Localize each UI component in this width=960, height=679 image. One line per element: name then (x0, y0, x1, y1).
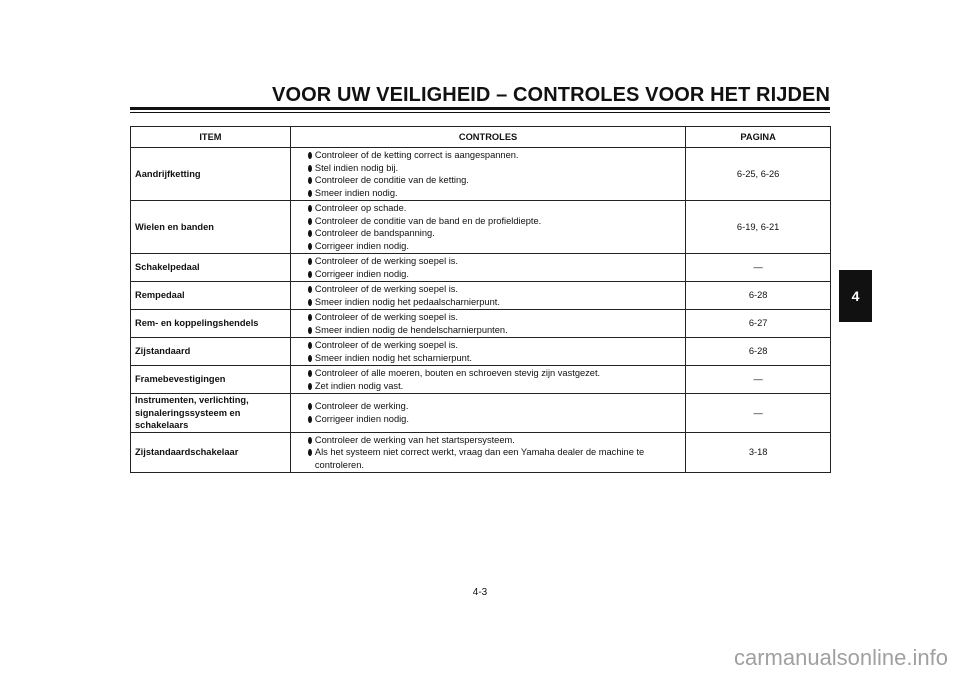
check-item (301, 296, 681, 309)
check-text: Als het systeem niet correct werkt, vraag dan een Yamaha dealer de machine te controleren. (314, 447, 645, 470)
page-cell: 6-19, 6-21 (686, 201, 831, 254)
table-header-row (131, 127, 831, 148)
check-item (301, 215, 681, 228)
check-item (301, 227, 681, 240)
bullet-icon (308, 152, 312, 159)
check-item (301, 187, 681, 200)
checks-list (301, 434, 681, 472)
bullet-icon (308, 243, 312, 250)
checks-list (301, 255, 681, 280)
table-row (131, 201, 831, 254)
bullet-icon (308, 314, 312, 321)
item-cell: Aandrijfketting (131, 148, 291, 201)
check-item (301, 434, 681, 447)
item-cell: Schakelpedaal (131, 254, 291, 282)
checks-list (301, 283, 681, 308)
check-text: Controleer de werking van het startspersysteem. (314, 434, 515, 445)
check-text: Controleer of de werking soepel is. (314, 256, 459, 266)
check-text: Controleer of de ketting correct is aangespannen. (314, 150, 519, 160)
check-text: Zet indien nodig vast. (314, 380, 404, 391)
page-cell: 6-27 (686, 310, 831, 338)
checks-cell (290, 310, 685, 338)
checks-cell (290, 282, 685, 310)
bullet-icon (308, 403, 312, 410)
check-text: Controleer de bandspanning. (314, 228, 435, 238)
check-item (301, 446, 681, 471)
checks-cell (290, 254, 685, 282)
checks-cell (290, 338, 685, 366)
check-text: Controleer of de werking soepel is. (314, 284, 459, 294)
table-row (131, 148, 831, 201)
check-item (301, 413, 681, 426)
bullet-icon (308, 355, 312, 362)
check-item (301, 283, 681, 296)
check-text: Controleer de conditie van de ketting. (314, 175, 469, 185)
check-item (301, 202, 681, 215)
check-item (301, 255, 681, 268)
page-title: VOOR UW VEILIGHEID – CONTROLES VOOR HET RIJDEN (272, 84, 830, 106)
bullet-icon (308, 205, 312, 212)
check-item (301, 400, 681, 413)
check-text: Controleer of de werking soepel is. (314, 340, 459, 350)
check-text: Stel indien nodig bij. (314, 162, 399, 173)
bullet-icon (308, 416, 312, 423)
bullet-icon (308, 370, 312, 377)
page-cell: 6-25, 6-26 (686, 148, 831, 201)
page-cell: — (686, 394, 831, 433)
checks-cell (290, 201, 685, 254)
table-row (131, 432, 831, 473)
table-row (131, 310, 831, 338)
check-item (301, 367, 681, 380)
checks-cell (290, 394, 685, 433)
inspection-table (130, 126, 831, 473)
item-cell: Framebevestigingen (131, 366, 291, 394)
checks-cell (290, 366, 685, 394)
bullet-icon (308, 230, 312, 237)
table-body (131, 148, 831, 473)
item-cell: Wielen en banden (131, 201, 291, 254)
chapter-tab: 4 (839, 270, 872, 322)
item-cell: Rempedaal (131, 282, 291, 310)
check-item (301, 352, 681, 365)
page-cell: 3-18 (686, 432, 831, 473)
checks-list (301, 339, 681, 364)
check-text: Corrigeer indien nodig. (314, 268, 409, 279)
checks-list (301, 400, 681, 425)
bullet-icon (308, 218, 312, 225)
check-text: Controleer de conditie van de band en de profieldiepte. (314, 215, 542, 226)
check-text: Controleer de werking. (314, 401, 409, 412)
page-cell: — (686, 366, 831, 394)
title-rule (130, 107, 830, 110)
bullet-icon (308, 383, 312, 390)
checks-list (301, 311, 681, 336)
check-item (301, 240, 681, 253)
check-text: Corrigeer indien nodig. (314, 413, 409, 424)
check-item (301, 311, 681, 324)
bullet-icon (308, 299, 312, 306)
checks-list (301, 149, 681, 199)
checks-list (301, 367, 681, 392)
bullet-icon (308, 449, 312, 456)
page-cell: 6-28 (686, 338, 831, 366)
watermark: carmanualsonline.info (733, 645, 948, 670)
bullet-icon (308, 286, 312, 293)
table-row (131, 254, 831, 282)
page-cell: 6-28 (686, 282, 831, 310)
bullet-icon (308, 165, 312, 172)
check-item (301, 380, 681, 393)
column-header-checks: CONTROLES (290, 127, 685, 148)
check-item (301, 149, 681, 162)
table-row (131, 282, 831, 310)
item-cell: Zijstandaard (131, 338, 291, 366)
check-text: Controleer of de werking soepel is. (314, 312, 459, 322)
check-text: Controleer op schade. (314, 203, 407, 213)
check-text: Smeer indien nodig. (314, 187, 398, 198)
page-cell: — (686, 254, 831, 282)
item-cell: Zijstandaardschakelaar (131, 432, 291, 473)
checks-list (301, 202, 681, 252)
check-item (301, 174, 681, 187)
table-row (131, 338, 831, 366)
bullet-icon (308, 271, 312, 278)
title-rule-thin (130, 112, 830, 113)
check-text: Smeer indien nodig de hendelscharnierpunten. (314, 324, 508, 335)
column-header-page: PAGINA (686, 127, 831, 148)
bullet-icon (308, 177, 312, 184)
bullet-icon (308, 437, 312, 444)
item-cell: Instrumenten, verlichting, signaleringssysteem en schakelaars (131, 394, 291, 433)
checks-cell (290, 148, 685, 201)
checks-cell (290, 432, 685, 473)
bullet-icon (308, 327, 312, 334)
check-text: Corrigeer indien nodig. (314, 240, 409, 251)
check-text: Controleer of alle moeren, bouten en schroeven stevig zijn vastgezet. (314, 368, 601, 378)
bullet-icon (308, 258, 312, 265)
check-item (301, 268, 681, 281)
bullet-icon (308, 342, 312, 349)
table-row (131, 394, 831, 433)
item-cell: Rem- en koppelingshendels (131, 310, 291, 338)
page-number: 4-3 (472, 587, 488, 598)
column-header-item: ITEM (131, 127, 291, 148)
bullet-icon (308, 190, 312, 197)
table-row (131, 366, 831, 394)
check-item (301, 339, 681, 352)
check-item (301, 324, 681, 337)
check-text: Smeer indien nodig het pedaalscharnierpunt. (314, 296, 500, 307)
check-text: Smeer indien nodig het scharnierpunt. (314, 352, 472, 363)
check-item (301, 162, 681, 175)
